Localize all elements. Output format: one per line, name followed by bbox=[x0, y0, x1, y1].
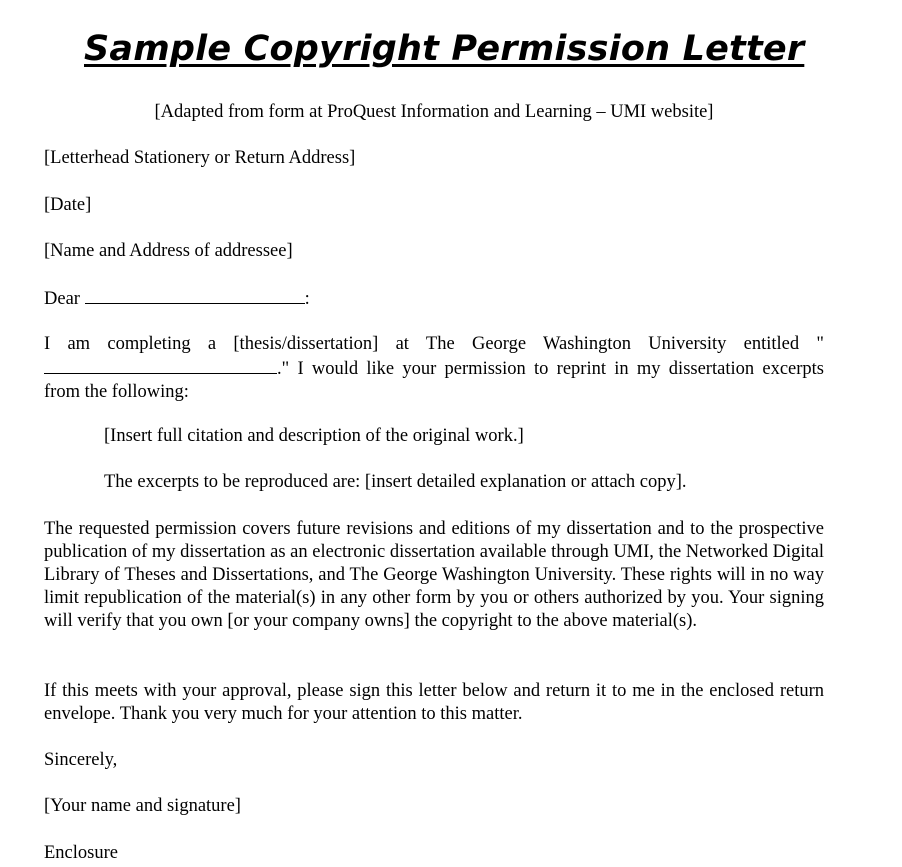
intro-text-start: I am completing a [thesis/dissertation] at The George Washington University entitled " bbox=[44, 334, 824, 354]
salutation-suffix: : bbox=[304, 289, 310, 309]
intro-paragraph bbox=[44, 333, 824, 404]
date-placeholder: [Date] bbox=[44, 195, 92, 215]
signature-placeholder: [Your name and signature] bbox=[44, 796, 241, 816]
approval-paragraph: If this meets with your approval, please sign this letter below and return it to me in the enclosed return envelope. Thank you very much for your attention to this matter. bbox=[44, 681, 824, 724]
closing: Sincerely, bbox=[44, 750, 118, 770]
source-note: [Adapted from form at ProQuest Information and Learning – UMI website] bbox=[154, 102, 714, 122]
salutation bbox=[44, 286, 824, 311]
salutation-prefix: Dear bbox=[44, 289, 80, 309]
permission-paragraph: The requested permission covers future revisions and editions of my dissertation and to the prospective publication of my dissertation as an electronic dissertation available through UMI, the Networked Digital Library of Theses and Dissertations, and The George Washington University. These rights will in no way limit republication of the material(s) in any other form by you or others authorized by you. Your signing will verify that you own [or your company owns] the copyright to the above material(s). bbox=[44, 519, 824, 631]
enclosure-note: Enclosure bbox=[44, 843, 118, 863]
dissertation-title-blank bbox=[44, 356, 277, 374]
page-title: Sample Copyright Permission Letter bbox=[84, 29, 805, 69]
salutation-name-blank bbox=[85, 286, 305, 304]
letterhead-placeholder: [Letterhead Stationery or Return Address] bbox=[44, 148, 356, 168]
addressee-placeholder: [Name and Address of addressee] bbox=[44, 241, 293, 261]
intro-text-end: ." I would like your permission to reprint in my dissertation excerpts from the following: bbox=[44, 359, 824, 402]
excerpts-placeholder: The excerpts to be reproduced are: [insert detailed explanation or attach copy]. bbox=[104, 472, 687, 492]
citation-placeholder: [Insert full citation and description of the original work.] bbox=[104, 426, 524, 446]
